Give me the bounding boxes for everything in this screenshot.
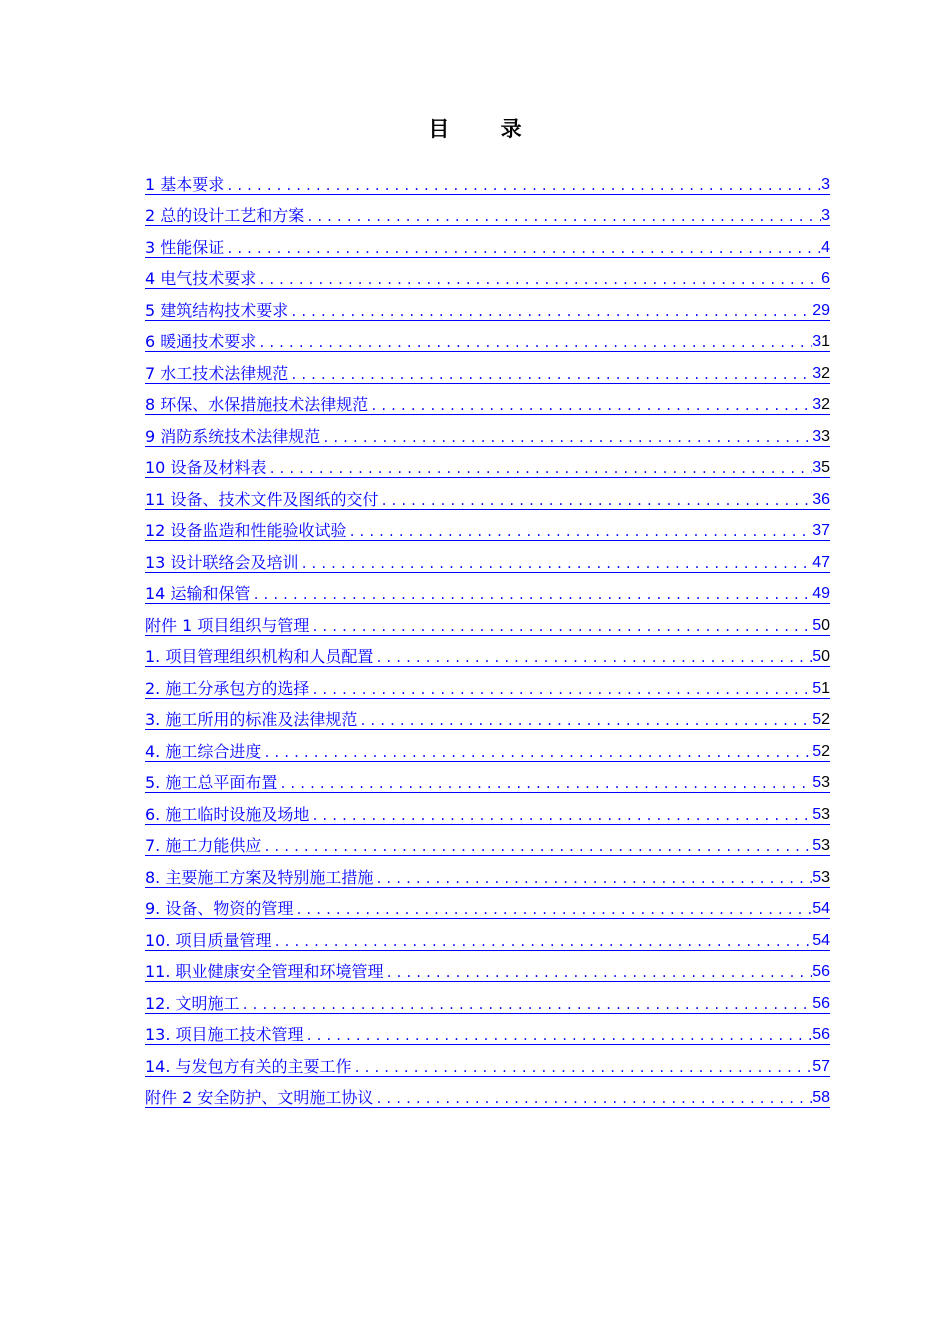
toc-link[interactable] [145, 396, 830, 415]
toc-dot-leader [384, 965, 813, 981]
toc-entry-title: 3 性能保证 [145, 237, 225, 257]
toc-dot-leader [266, 461, 812, 477]
toc-dot-leader [256, 335, 812, 351]
toc-entry[interactable] [145, 671, 830, 703]
toc-entry[interactable] [145, 608, 830, 640]
toc-entry[interactable] [145, 514, 830, 546]
toc-link[interactable] [145, 806, 830, 825]
toc-entry-title: 1. 项目管理组织机构和人员配置 [145, 647, 374, 666]
toc-page-number: 54 [812, 900, 830, 917]
toc-entry-title: 14. 与发包方有关的主要工作 [145, 1056, 352, 1076]
toc-page-number: 32 [812, 396, 830, 413]
toc-entry-title: 7 水工技术法律规范 [145, 363, 289, 383]
toc-link[interactable] [145, 207, 830, 226]
toc-dot-leader [373, 650, 812, 666]
toc-entry-title: 13. 项目施工技术管理 [145, 1025, 304, 1044]
toc-page-number: 53 [812, 837, 830, 854]
toc-title: 目 录 [428, 117, 544, 141]
toc-entry[interactable] [145, 577, 830, 609]
toc-entry-title: 10 设备及材料表 [145, 458, 267, 477]
toc-entry[interactable] [145, 829, 830, 861]
toc-link[interactable] [145, 554, 830, 573]
toc-entry[interactable] [145, 892, 830, 924]
toc-page-number: 47 [812, 553, 830, 571]
toc-entry[interactable] [145, 923, 830, 955]
toc-dot-leader [298, 556, 812, 572]
toc-page-number: 52 [812, 742, 830, 760]
toc-link[interactable] [145, 837, 830, 856]
toc-page-number: 31 [812, 333, 830, 350]
toc-link[interactable] [145, 995, 830, 1014]
toc-entry-title: 12 设备监造和性能验收试验 [145, 521, 347, 540]
toc-page-number: 56 [812, 1026, 830, 1043]
toc-link[interactable] [145, 648, 830, 667]
toc-dot-leader [357, 713, 812, 729]
toc-dot-leader [346, 524, 812, 540]
toc-dot-leader [240, 997, 813, 1013]
toc-dot-leader [304, 1028, 813, 1044]
toc-entry[interactable] [145, 703, 830, 735]
toc-page-number: 35 [812, 459, 830, 476]
toc-page-number: 57 [812, 1057, 830, 1075]
toc-dot-leader [261, 745, 812, 761]
toc-dot-leader [272, 934, 813, 950]
toc-link[interactable] [145, 1026, 830, 1045]
toc-entry-title: 11. 职业健康安全管理和环境管理 [145, 962, 384, 981]
toc-page-number: 29 [812, 301, 830, 319]
toc-dot-leader [373, 1091, 812, 1107]
toc-link[interactable] [145, 711, 830, 730]
toc-dot-leader [288, 304, 812, 320]
toc-entry-title: 2. 施工分承包方的选择 [145, 678, 310, 698]
toc-page-number: 52 [812, 711, 830, 728]
toc-entry-title: 5. 施工总平面布置 [145, 773, 278, 792]
toc-link[interactable] [145, 963, 830, 982]
table-of-contents [145, 167, 830, 1112]
toc-entry-title: 12. 文明施工 [145, 993, 240, 1013]
toc-entry[interactable] [145, 262, 830, 294]
toc-dot-leader [224, 178, 821, 194]
toc-link[interactable] [145, 176, 830, 195]
toc-dot-leader [309, 682, 812, 698]
toc-entry-title: 3. 施工所用的标准及法律规范 [145, 710, 358, 729]
toc-entry-title: 2 总的设计工艺和方案 [145, 206, 305, 225]
toc-dot-leader [304, 209, 821, 225]
toc-page-number: 56 [812, 963, 830, 980]
toc-entry[interactable] [145, 199, 830, 231]
toc-link[interactable] [145, 1058, 830, 1077]
toc-entry[interactable] [145, 325, 830, 357]
toc-dot-leader [368, 398, 812, 414]
toc-link[interactable] [145, 680, 830, 699]
toc-page-number: 33 [812, 427, 830, 445]
toc-entry-title: 8. 主要施工方案及特别施工措施 [145, 867, 374, 887]
toc-entry-title: 9 消防系统技术法律规范 [145, 426, 321, 446]
toc-link[interactable] [145, 900, 830, 919]
toc-entry-title: 10. 项目质量管理 [145, 930, 272, 950]
toc-entry[interactable] [145, 734, 830, 766]
toc-dot-leader [288, 367, 812, 383]
toc-link[interactable] [145, 333, 830, 352]
toc-entry[interactable] [145, 640, 830, 672]
toc-link[interactable] [145, 869, 830, 888]
toc-page-number: 3 [821, 207, 830, 224]
toc-page-number: 58 [812, 1089, 830, 1106]
toc-entry-title: 附件 2 安全防护、文明施工协议 [145, 1088, 374, 1107]
toc-page-number: 6 [821, 270, 830, 287]
toc-page-number: 51 [812, 679, 830, 697]
toc-dot-leader [378, 493, 812, 509]
toc-entry[interactable] [145, 1018, 830, 1050]
toc-dot-leader [256, 272, 821, 288]
toc-dot-leader [373, 871, 812, 887]
toc-entry-title: 8 环保、水保措施技术法律规范 [145, 395, 369, 414]
toc-link[interactable] [145, 1089, 830, 1108]
toc-link[interactable] [145, 774, 830, 793]
toc-entry[interactable] [145, 986, 830, 1018]
toc-link[interactable] [145, 743, 830, 762]
toc-page-number: 56 [812, 994, 830, 1012]
toc-link[interactable] [145, 585, 830, 604]
toc-page-number: 32 [812, 364, 830, 382]
toc-entry[interactable] [145, 230, 830, 262]
toc-dot-leader [261, 839, 812, 855]
toc-entry-title: 附件 1 项目组织与管理 [145, 615, 310, 635]
toc-entry-title: 6. 施工临时设施及场地 [145, 804, 310, 824]
toc-dot-leader [224, 241, 821, 257]
toc-dot-leader [352, 1060, 813, 1076]
toc-page-number: 4 [821, 238, 830, 256]
toc-entry-title: 5 建筑结构技术要求 [145, 300, 289, 320]
toc-entry[interactable] [145, 766, 830, 798]
toc-entry[interactable] [145, 451, 830, 483]
toc-dot-leader [293, 902, 812, 918]
toc-entry[interactable] [145, 419, 830, 451]
toc-page-number: 53 [812, 774, 830, 791]
toc-page-number: 53 [812, 805, 830, 823]
toc-entry[interactable] [145, 860, 830, 892]
toc-page-number: 54 [812, 931, 830, 949]
toc-link[interactable] [145, 365, 830, 384]
toc-link[interactable] [145, 459, 830, 478]
toc-entry[interactable] [145, 388, 830, 420]
toc-entry-title: 4. 施工综合进度 [145, 741, 262, 761]
toc-dot-leader [320, 430, 812, 446]
toc-entry[interactable] [145, 1049, 830, 1081]
toc-page-number: 49 [812, 585, 830, 602]
toc-page-number: 37 [812, 522, 830, 539]
toc-link[interactable] [145, 932, 830, 951]
toc-entry[interactable] [145, 167, 830, 199]
toc-entry-title: 14 运输和保管 [145, 584, 251, 603]
toc-entry[interactable] [145, 293, 830, 325]
toc-entry-title: 11 设备、技术文件及图纸的交付 [145, 489, 379, 509]
toc-entry-title: 1 基本要求 [145, 174, 225, 194]
toc-link[interactable] [145, 491, 830, 510]
toc-dot-leader [309, 808, 812, 824]
toc-link[interactable] [145, 617, 830, 636]
toc-link[interactable] [145, 302, 830, 321]
toc-dot-leader [250, 587, 812, 603]
toc-entry-title: 7. 施工力能供应 [145, 836, 262, 855]
toc-entry[interactable] [145, 545, 830, 577]
toc-entry-title: 13 设计联络会及培训 [145, 552, 299, 572]
toc-page-number: 53 [812, 868, 830, 886]
toc-page-number: 36 [812, 490, 830, 508]
toc-entry-title: 6 暖通技术要求 [145, 332, 257, 351]
toc-page-number: 50 [812, 648, 830, 665]
toc-entry[interactable] [145, 1081, 830, 1113]
toc-entry[interactable] [145, 482, 830, 514]
toc-entry[interactable] [145, 797, 830, 829]
toc-entry[interactable] [145, 955, 830, 987]
toc-page-number: 3 [821, 175, 830, 193]
toc-link[interactable] [145, 522, 830, 541]
toc-link[interactable] [145, 270, 830, 289]
toc-dot-leader [309, 619, 812, 635]
toc-link[interactable] [145, 428, 830, 447]
toc-page-number: 50 [812, 616, 830, 634]
toc-entry-title: 9. 设备、物资的管理 [145, 899, 294, 918]
toc-entry[interactable] [145, 356, 830, 388]
toc-link[interactable] [145, 239, 830, 258]
toc-entry-title: 4 电气技术要求 [145, 269, 257, 288]
toc-dot-leader [277, 776, 812, 792]
